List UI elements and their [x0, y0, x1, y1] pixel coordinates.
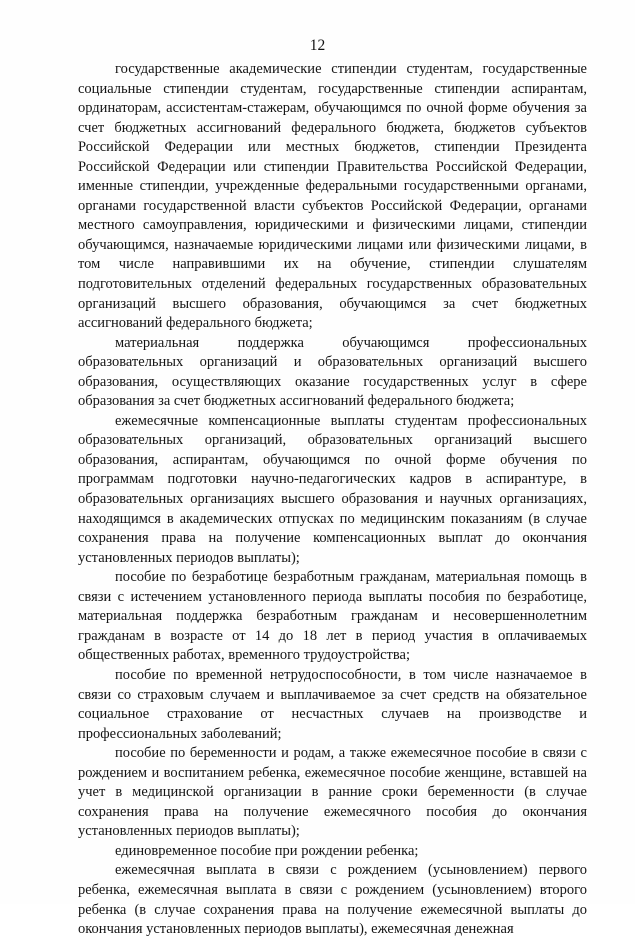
paragraph-birth-allowance: единовременное пособие при рождении ребенка;: [115, 842, 419, 859]
paragraph-maternity-benefit: пособие по беременности и родам, а также ежемесячное пособие в связи с рождением и воспитанием ребенка, ежемесячное пособие женщине, вставшей на учет в медицинской организации в ранние сроки беременности (в случае сохранения права на получение ежемесячного пособия до окончания установленных периодов выплаты);: [78, 745, 587, 840]
paragraph-material-support: материальная поддержка обучающимся профессиональных образовательных организаций и образовательных организаций высшего образования, осуществляющих оказание государственных услуг в сфере образования за счет бюджетных ассигнований федерального бюджета;: [78, 334, 587, 410]
page-number: 12: [309, 37, 326, 54]
paragraph-monthly-payment: ежемесячная выплата в связи с рождением (усыновлением) первого ребенка, ежемесячная выплата в связи с рождением (усыновлением) второго ребенка (в случае сохранения права на получение ежемесячной выплаты до окончания установленных периодов выплаты), ежемесячная денежная: [78, 862, 587, 938]
body-text: [78, 60, 587, 940]
paragraph-scholarships: государственные академические стипендии студентам, государственные социальные стипендии студентам, государственные стипендии аспирантам, ординаторам, ассистентам-стажерам, обучающимся по очной форме обучения за счет бюджетных ассигнований федерального бюджета, бюджетов субъектов Российской Федерации или местных бюджетов, стипендии Президента Российской Федерации или стипендии Правительства Российской Федерации, именные стипендии, учрежденные федеральными государственными органами, органами государственной власти субъектов Российской Федерации, органами местного самоуправления, юридическими и физическими лицами, стипендии обучающимся, назначаемые юридическими лицами или физическими лицами, в том числе направившими их на обучение, стипендии слушателям подготовительных отделений федеральных государственных образовательных организаций высшего образования, обучающимся за счет бюджетных ассигнований федерального бюджета;: [78, 61, 587, 332]
paragraph-unemployment-benefit: пособие по безработице безработным гражданам, материальная помощь в связи с истечением установленного периода выплаты пособия по безработице, материальная поддержка безработным гражданам и несовершеннолетним гражданам в возрасте от 14 до 18 лет в период участия в оплачиваемых общественных работах, временного трудоустройства;: [78, 569, 587, 664]
paragraph-disability-benefit: пособие по временной нетрудоспособности, в том числе назначаемое в связи со страховым случаем и выплачиваемое за счет средств на обязательное социальное страхование от несчастных случаев на производстве и профессиональных заболеваний;: [78, 666, 587, 742]
paragraph-compensation-payments: ежемесячные компенсационные выплаты студентам профессиональных образовательных организаций, образовательных организаций высшего образования, аспирантам, обучающимся по очной форме обучения по программам подготовки научно-педагогических кадров в аспирантуре, в образовательных организациях высшего образования и научных организациях, находящимся в академических отпусках по медицинским показаниям (в случае сохранения права на получение компенсационных выплат до окончания установленных периодов выплаты);: [78, 412, 587, 566]
